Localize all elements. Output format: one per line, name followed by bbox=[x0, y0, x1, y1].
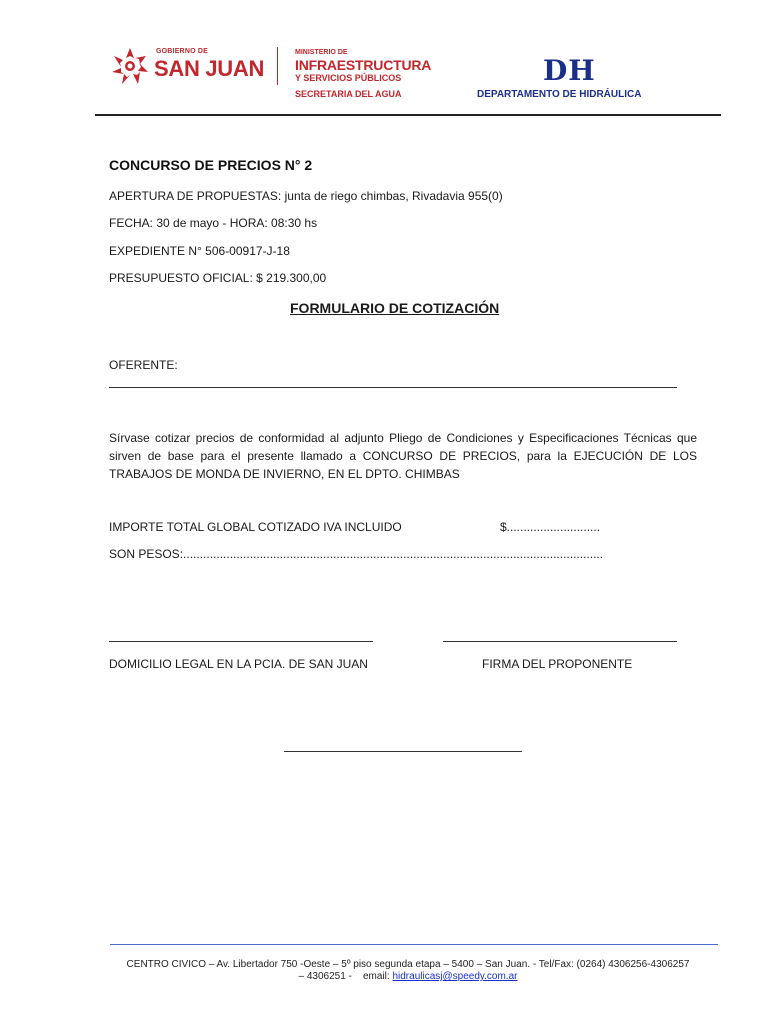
ministry-small-text: MINISTERIO DE bbox=[295, 49, 348, 56]
domicilio-signature-line[interactable] bbox=[109, 641, 373, 642]
header-rule bbox=[95, 114, 721, 116]
footer-phone: – 4306251 - email: bbox=[298, 971, 393, 982]
firma-signature-line[interactable] bbox=[443, 641, 677, 642]
department-name: DEPARTAMENTO DE HIDRÁULICA bbox=[477, 89, 642, 100]
footer-email-link[interactable]: hidraulicasj@speedy.com.ar bbox=[392, 971, 518, 982]
importe-field[interactable]: $............................ bbox=[500, 520, 601, 534]
header-divider bbox=[277, 47, 278, 85]
logo-small-text: GOBIERNO DE bbox=[156, 48, 208, 55]
oferente-label: OFERENTE: bbox=[109, 358, 178, 372]
presupuesto-line: PRESUPUESTO OFICIAL: $ 219.300,00 bbox=[109, 271, 327, 285]
expediente-line: EXPEDIENTE N° 506-00917-J-18 bbox=[109, 244, 290, 258]
firma-label: FIRMA DEL PROPONENTE bbox=[482, 657, 633, 671]
footer-contact bbox=[108, 971, 708, 982]
instructions-paragraph: Sírvase cotizar precios de conformidad al adjunto Pliego de Condiciones y Especificaciones Técnicas que sirven de base para el presente llamado a CONCURSO DE PRECIOS, para la EJECUCIÓN DE LOS TRABAJOS DE MONDA DE INVIERNO, EN EL DPTO. CHIMBAS bbox=[109, 431, 697, 481]
ministry-sub: Y SERVICIOS PÚBLICOS bbox=[295, 73, 402, 83]
dh-logo: DH bbox=[543, 54, 596, 87]
document-title: CONCURSO DE PRECIOS N° 2 bbox=[109, 157, 313, 173]
importe-label: IMPORTE TOTAL GLOBAL COTIZADO IVA INCLUIDO bbox=[109, 520, 402, 534]
secretaria-label: SECRETARIA DEL AGUA bbox=[295, 89, 402, 99]
fecha-line: FECHA: 30 de mayo - HORA: 08:30 hs bbox=[109, 216, 318, 230]
form-title: FORMULARIO DE COTIZACIÓN bbox=[290, 300, 500, 316]
son-pesos-field[interactable]: SON PESOS:.............................................................................................................................. bbox=[109, 547, 604, 561]
extra-blank-line[interactable] bbox=[284, 751, 522, 752]
san-juan-logo bbox=[108, 44, 268, 88]
logo-big-text: SAN JUAN bbox=[154, 56, 265, 81]
domicilio-label: DOMICILIO LEGAL EN LA PCIA. DE SAN JUAN bbox=[109, 657, 368, 671]
footer-address: CENTRO CIVICO – Av. Libertador 750 -Oeste – 5º piso segunda etapa – 5400 – San Juan. - Tel/Fax: (0264) 4306256-4306257 bbox=[126, 959, 690, 970]
san-juan-emblem-icon bbox=[108, 46, 152, 86]
ministry-name: INFRAESTRUCTURA bbox=[295, 57, 432, 73]
oferente-field-line[interactable] bbox=[109, 387, 677, 388]
apertura-line: APERTURA DE PROPUESTAS: junta de riego chimbas, Rivadavia 955(0) bbox=[109, 189, 503, 203]
footer-rule bbox=[110, 944, 718, 945]
